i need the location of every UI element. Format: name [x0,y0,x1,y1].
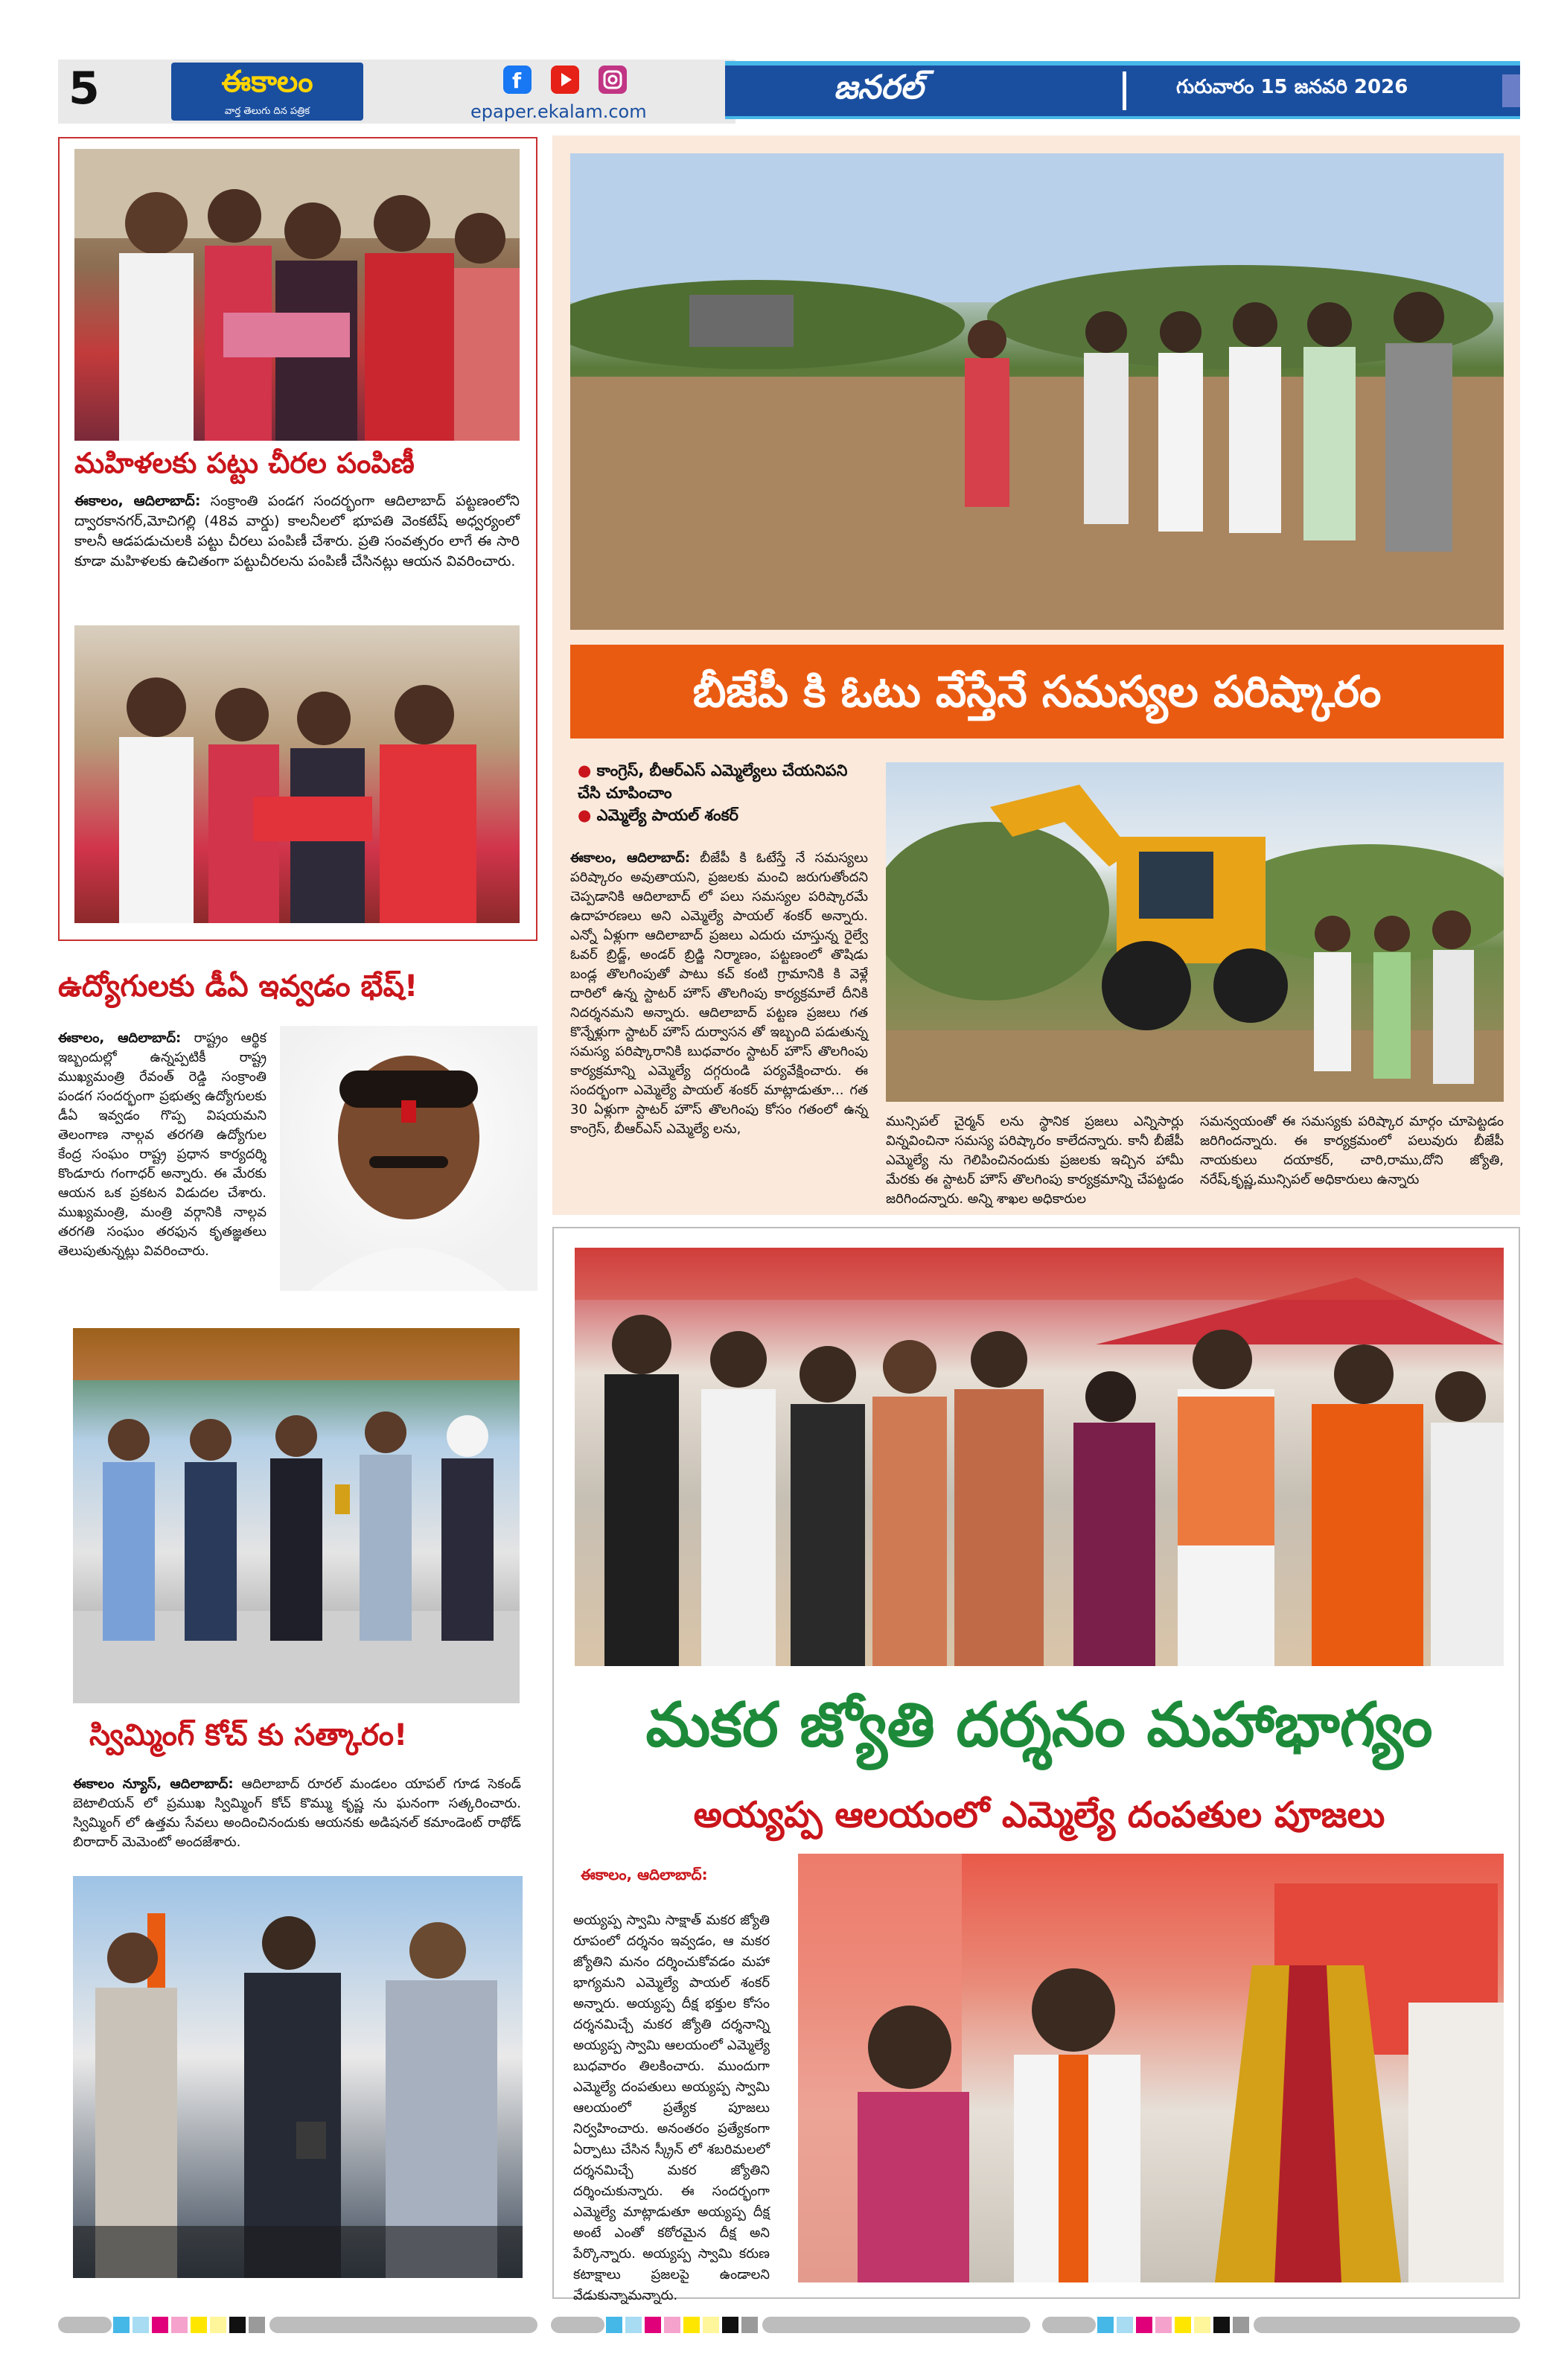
logo-text: ఈకాలం [221,64,313,99]
bjp-body-col1 [570,849,868,1139]
swim-headline: స్విమ్మింగ్ కోచ్ కు సత్కారం! [89,1718,408,1752]
bjp-bullets [578,759,861,826]
footer-bar-3 [1042,2317,1096,2333]
makara-headline: మకర జ్యోతి దర్శనం మహాభాగ్యం [645,1690,1433,1761]
makara-photo-group [575,1248,1504,1666]
swatch-magenta-2 [645,2317,661,2333]
makara-subheadline: అయ్యప్ప ఆలయంలో ఎమ్మెల్యే దంపతుల పూజలు [693,1794,1385,1836]
swatch-pink [171,2317,188,2333]
logo-tagline: వార్త తెలుగు దిన పత్రిక [224,106,310,117]
swatch-light-cyan [133,2317,149,2333]
bjp-photo-site [570,153,1504,630]
makara-photo-temple [798,1854,1504,2282]
epaper-link[interactable]: epaper.ekalam.com [470,101,647,122]
swatch-black-2 [722,2317,738,2333]
da-dateline: ఈకాలం, ఆదిలాబాద్: [58,1030,182,1046]
header-divider [1123,71,1126,110]
bjp-bullet-1-text: కాంగ్రెస్, బీఆర్ఎస్ ఎమ్మెల్యేలు చేయనిపని చేసి చూపించాం [578,762,848,802]
swatch-cyan [113,2317,130,2333]
swatch-cyan-2 [606,2317,622,2333]
da-headline: ఉద్యోగులకు డీఏ ఇవ్వడం భేష్! [58,969,418,1004]
facebook-icon[interactable] [503,66,532,94]
bjp-photo-jcb [886,762,1504,1102]
da-portrait-photo [280,1026,537,1291]
footer-bar-mid-right [762,2317,1030,2333]
page-number: 5 [68,63,100,115]
swatch-cyan-3 [1097,2317,1114,2333]
swatch-gray-3 [1233,2317,1249,2333]
bjp-body-col3: సమన్వయంతో ఈ సమస్యకు పరిష్కార మార్గం చూపెట్టడం జరిగిందన్నారు. ఈ కార్యక్రమంలో పలువురు బీజేపీ నాయకులు దయాకర్, చారి,రాము,దోని జ్యోతి, నరేష్,కృష్ణ,మున్సిపల్ అధికారులు ఉన్నారు [1200,1114,1504,1187]
swatch-light-cyan-3 [1117,2317,1133,2333]
makara-dateline: ఈకాలం, ఆదిలాబాద్: [581,1866,708,1883]
sarees-photo-1 [74,149,520,441]
da-body [58,1029,267,1261]
makara-body: అయ్యప్ప స్వామి సాక్షాత్ మకర జ్యోతి రూపంలో దర్శనం ఇవ్వడం, ఆ మకర జ్యోతిని మనం దర్శించుకోవడం మహా భాగ్యమని ఎమ్మెల్యే పాయల్ శంకర్ అన్నారు. అయ్యప్ప దీక్ష భక్తుల కోసం దర్శనమిచ్చే మకర జ్యోతి దర్శనాన్ని అయ్యప్ప స్వామి ఆలయంలో ఎమ్మెల్యే బుధవారం తిలకించారు. ముందుగా ఎమ్మెల్యే దంపతులు అయ్యప్ప స్వామి ఆలయంలో ప్రత్యేక పూజలు నిర్వహించారు. అనంతరం ప్రత్యేకంగా ఏర్పాటు చేసిన స్క్రీన్ లో శబరిమలలో దర్శనమిచ్చే మకర జ్యోతిని దర్శించుకున్నారు. ఈ సందర్భంగా ఎమ్మెల్యే మాట్లాడుతూ అయ్యప్ప దీక్ష అంటే ఎంతో కఠోరమైన దీక్ష అని పేర్కొన్నారు. అయ్యప్ప స్వామి కరుణ కటాక్షాలు ప్రజలపై ఉండాలని వేడుకున్నామన్నారు. [573,1912,770,2303]
sarees-dateline: ఈకాలం, ఆదిలాబాద్: [74,493,201,509]
ekalam-logo[interactable] [171,63,363,121]
swim-body [73,1775,521,1852]
sarees-headline: మహిళలకు పట్టు చీరల పంపిణీ [74,447,415,479]
sarees-text: సంక్రాంతి పండగ సందర్భంగా ఆదిలాబాద్ పట్టణంలోని ద్వారకానగర్,మోచిగల్లి (48వ వార్డు) కాలనీలలో భూపతి వెంకటేష్ అధ్వర్యంలో కాలనీ ఆడపడుచులకి పట్టు చీరలు పంపిణీ చేశారు. ప్రతి సంవత్సరం లాగే ఈ సారి కూడా మహిళలకు ఉచితంగా పట్టుచీరలను పంపిణీ చేసినట్లు ఆయన వివరించారు. [74,493,520,570]
swim-dateline: ఈకాలం న్యూస్, ఆదిలాబాద్: [73,1776,234,1792]
swatch-yellow-2 [683,2317,700,2333]
swatch-magenta [152,2317,168,2333]
footer-bar-left [58,2317,112,2333]
swatch-light-cyan-2 [625,2317,642,2333]
bjp-body-col2: మున్సిపల్ చైర్మన్ లను స్థానిక ప్రజలు ఎన్నిసార్లు విన్నవించినా సమస్య పరిష్కారం కాలేదన్నారు. కానీ బీజేపీ ఎమ్మెల్యే ను గెలిపించినందుకు ప్రజలకు ఇచ్చిన హామీ మేరకు ఈ స్టాటర్ హౌస్ తొలగింపు కార్యక్రమాన్ని చేపట్టడం జరిగిందన్నారు. అన్ని శాఖల అధికారుల [886,1114,1184,1207]
swatch-light-yellow-3 [1194,2317,1210,2333]
sarees-photo-2 [74,625,520,923]
footer-bar-mid-left [269,2317,537,2333]
bjp-dateline: ఈకాలం, ఆదిలాబాద్: [570,850,691,866]
bjp-bullet-2: ● ఎమ్మెల్యే పాయల్ శంకర్ [578,806,739,824]
swatch-gray-2 [741,2317,758,2333]
swim-text: ఆదిలాబాద్ రూరల్ మండలం యాపల్ గూడ సెకండ్ బెటాలియన్ లో ప్రముఖ స్విమ్మింగ్ కోచ్ కొమ్ము కృష్ణ ను ఘనంగా సత్కరించారు. స్విమ్మింగ్ లో ఉత్తమ సేవలు అందించినందుకు ఆయనకు అడిషనల్ కమాండెంట్ రాథోడ్ బిరాదార్ మెమెంటో అందజేశారు. [73,1776,521,1850]
swim-photo-2 [73,1876,523,2278]
bjp-text-col1: బీజేపీ కి ఓటేస్తే నే సమస్యలు పరిష్కారం అవుతాయని, ప్రజలకు మంచి జరుగుతోందని చెప్పడానికి ఆదిలాబాద్ లో పలు సమస్యల పరిష్కారమే ఉదాహరణలు అని ఎమ్మెల్యే పాయల్ శంకర్ అన్నారు. ఎన్నో ఏళ్లుగా ఆదిలాబాద్ ప్రజలు ఎదురు చూస్తున్న రైల్వే ఓవర్ బ్రిడ్జ్, అండర్ బ్రిడ్జి నిర్మాణం, పట్టణంలో తొషిడు బండ్ల తొలగింపుతో పాటు కచ్ కంటి గ్రామానికి కి వెళ్లే దారిలో ఉన్న స్టాటర్ హౌస్ తొలగింపు కార్యక్రమాలే దీనికి నిదర్శనమని అన్నారు. ఆదిలాబాద్ పట్టణ ప్రజలు గత కొన్నేళ్లుగా స్టాటర్ హౌస్ దుర్వాసన తో ఇబ్బంది పడుతున్న సమస్య పరిష్కారానికి బుధవారం స్టాటర్ హౌస్ తొలగింపు కార్యక్రమాన్ని ఎమ్మెల్యే దగ్గరుండి పర్యవేక్షించారు. ఈ సందర్భంగా ఎమ్మెల్యే పాయల్ శంకర్ మాట్లాడుతూ... గత 30 ఏళ్లుగా స్టాటర్ హౌస్ తొలగింపు కోసం గతంలో ఉన్న కాంగ్రెస్, బీఆర్ఎస్ ఎమ్మెల్యే లను, [570,850,868,1137]
footer-bar-2 [551,2317,604,2333]
swatch-light-yellow-2 [703,2317,719,2333]
instagram-icon[interactable] [599,66,627,94]
bjp-bullet-1: ● కాంగ్రెస్, బీఆర్ఎస్ ఎమ్మెల్యేలు చేయనిపని చేసి చూపించాం [578,762,848,802]
swatch-pink-2 [664,2317,680,2333]
da-text: రాష్ట్రం ఆర్థిక ఇబ్బందుల్లో ఉన్నప్పటికీ రాష్ట్ర ముఖ్యమంత్రి రేవంత్ రెడ్డి సంక్రాంతి పండగ సందర్భంగా ప్రభుత్వ ఉద్యోగులకు డీఏ ఇవ్వడం గొప్ప విషయమని తెలంగాణ నాల్గవ తరగతి ఉద్యోగుల కేంద్ర సంఘం రాష్ట్ర ప్రధాన కార్యదర్శి కొండూరు గంగాధర్ అన్నారు. ఈ మేరకు ఆయన ఒక ప్రకటన విడుదల చేశారు. ముఖ్యమంత్రి, మంత్రి వర్గానికి నాల్గవ తరగతి సంఘం తరఫున కృతజ్ఞతలు తెలుపుతున్నట్లు వివరించారు. [58,1030,267,1259]
swatch-magenta-3 [1136,2317,1152,2333]
sarees-body [74,491,520,572]
issue-date: గురువారం 15 జనవరి 2026 [1176,76,1408,98]
swatch-yellow-3 [1175,2317,1191,2333]
header-tab [1502,74,1520,107]
swatch-black [229,2317,246,2333]
swatch-yellow [191,2317,207,2333]
bjp-bullet-2-text: ఎమ్మెల్యే పాయల్ శంకర్ [596,806,739,824]
header-stripe-bottom [725,116,1520,119]
section-title: జనరల్ [834,68,924,106]
bjp-headline-banner: బీజేపీ కి ఓటు వేస్తేనే సమస్యల పరిష్కారం [570,645,1504,738]
swatch-pink-3 [1155,2317,1172,2333]
youtube-icon[interactable] [551,66,579,94]
swatch-light-yellow [210,2317,226,2333]
svg-text:f: f [512,68,522,93]
swatch-black-3 [1213,2317,1230,2333]
footer-bar-right [1254,2317,1520,2333]
swim-photo-1 [73,1328,520,1703]
swatch-gray [249,2317,265,2333]
